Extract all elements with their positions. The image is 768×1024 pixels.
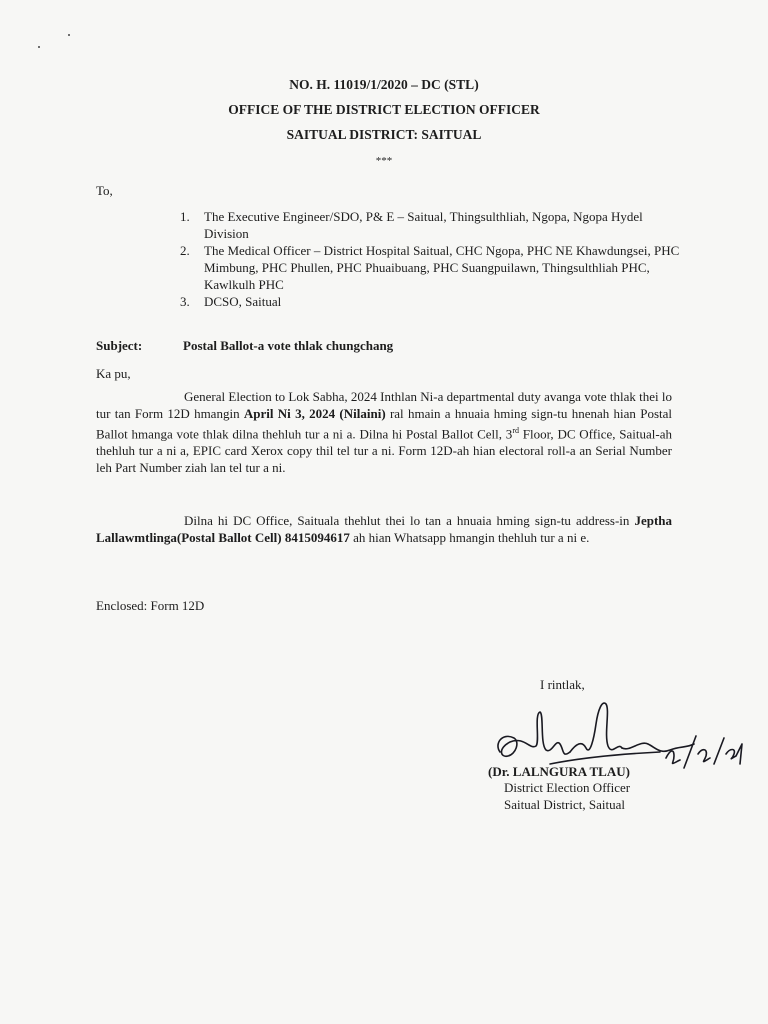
office-title: OFFICE OF THE DISTRICT ELECTION OFFICER [228, 102, 540, 117]
recipient-item [180, 293, 680, 310]
signatory-district: Saitual District, Saitual [504, 797, 625, 812]
recipient-text: DCSO, Saitual [204, 294, 282, 309]
salutation: Ka pu, [96, 366, 131, 381]
recipient-number: 1. [180, 209, 190, 224]
body-paragraph-2 [96, 512, 672, 546]
subject-label: Subject: [96, 338, 143, 353]
separator: *** [375, 155, 393, 167]
recipient-item [180, 242, 680, 293]
floor-ordinal: rd [512, 426, 519, 435]
district-title: SAITUAL DISTRICT: SAITUAL [286, 127, 482, 142]
recipient-list [180, 208, 680, 310]
contact-person: Jeptha Lallawmtlinga(Postal Ballot Cell) 8415094617 [96, 513, 672, 545]
para1-text-c: Floor, DC Office, Saitual-ah thehluh tur a ni a, EPIC card Xerox copy thil tel tur a ni. Form 12D-ah hian electoral roll-a an Serial Number leh Part Number ziah lan tel tur a ni. [96, 426, 672, 476]
subject-text: Postal Ballot-a vote thlak chungchang [183, 338, 394, 353]
para2-text-b: ah hian Whatsapp hmangin thehluh tur a ni e. [349, 530, 590, 545]
body-paragraph-1 [96, 388, 672, 476]
deadline-date: April Ni 3, 2024 (Nilaini) [243, 406, 386, 421]
reference-number: NO. H. 11019/1/2020 – DC (STL) [289, 77, 479, 92]
recipient-text: The Executive Engineer/SDO, P& E – Saitual, Thingsulthliah, Ngopa, Ngopa Hydel Division [204, 209, 643, 241]
recipient-number: 2. [180, 243, 190, 258]
para1-text-b: ral hmain a hnuaia hming sign-tu hnenah hian Postal Ballot hmanga vote thlak dilna thehluh tur a ni a. Dilna hi Postal Ballot Cell, 3 [96, 406, 672, 442]
recipient-number: 3. [180, 294, 190, 309]
scan-speck [68, 34, 70, 36]
signatory-title: District Election Officer [504, 780, 631, 795]
recipient-item [180, 208, 680, 242]
closing: I rintlak, [540, 677, 585, 692]
para2-text-a: Dilna hi DC Office, Saituala thehlut thei lo tan a hnuaia hming sign-tu address-in [184, 513, 635, 528]
signatory-name: (Dr. LALNGURA TLAU) [488, 764, 630, 779]
recipient-text: The Medical Officer – District Hospital Saitual, CHC Ngopa, PHC NE Khawdungsei, PHC Mimbung, PHC Phullen, PHC Phuaibuang, PHC Suangpuilawn, Thingsulthliah PHC, Kawlkulh PHC [204, 243, 680, 292]
para1-text-a: General Election to Lok Sabha, 2024 Inthlan Ni-a departmental duty avanga vote thlak thei lo tur tan Form 12D hmangin [96, 389, 672, 421]
to-label: To, [96, 183, 113, 198]
enclosure-note: Enclosed: Form 12D [96, 598, 205, 613]
scan-speck [38, 46, 40, 48]
